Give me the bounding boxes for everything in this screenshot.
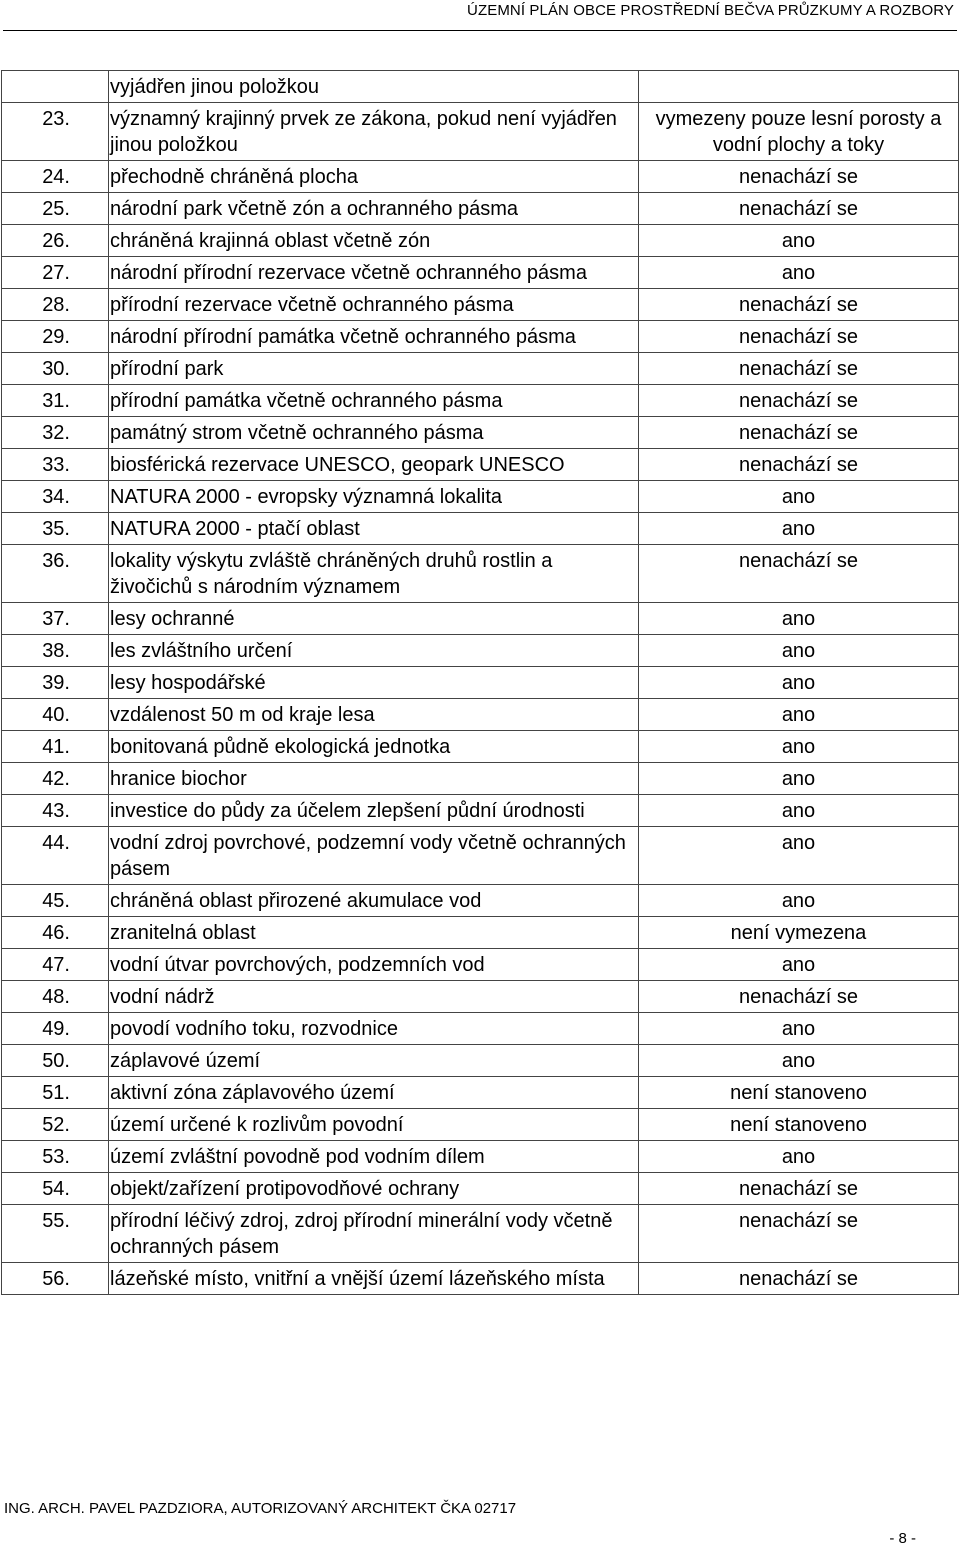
row-number: 32. [2, 417, 109, 449]
table-row [2, 1109, 959, 1141]
row-name: památný strom včetně ochranného pásma [109, 417, 639, 449]
row-value: ano [639, 699, 959, 731]
table-row [2, 731, 959, 763]
row-number: 28. [2, 289, 109, 321]
row-value: ano [639, 885, 959, 917]
table-row [2, 667, 959, 699]
row-number: 29. [2, 321, 109, 353]
row-name: bonitovaná půdně ekologická jednotka [109, 731, 639, 763]
row-number [2, 71, 109, 103]
row-number: 51. [2, 1077, 109, 1109]
row-name: vodní útvar povrchových, podzemních vod [109, 949, 639, 981]
row-value: ano [639, 827, 959, 885]
row-number: 35. [2, 513, 109, 545]
row-value: není stanoveno [639, 1077, 959, 1109]
table-row [2, 635, 959, 667]
row-value: nenachází se [639, 385, 959, 417]
row-name: NATURA 2000 - ptačí oblast [109, 513, 639, 545]
row-number: 56. [2, 1263, 109, 1295]
row-value: nenachází se [639, 981, 959, 1013]
table-row [2, 1205, 959, 1263]
header-divider [3, 30, 957, 31]
table-row [2, 417, 959, 449]
row-value: není vymezena [639, 917, 959, 949]
row-value: nenachází se [639, 545, 959, 603]
row-name: významný krajinný prvek ze zákona, pokud není vyjádřen jinou položkou [109, 103, 639, 161]
table-row [2, 1173, 959, 1205]
row-value: ano [639, 513, 959, 545]
row-number: 46. [2, 917, 109, 949]
row-name: aktivní zóna záplavového území [109, 1077, 639, 1109]
row-number: 38. [2, 635, 109, 667]
row-number: 45. [2, 885, 109, 917]
row-name: přírodní park [109, 353, 639, 385]
row-value: ano [639, 795, 959, 827]
row-name: chráněná krajinná oblast včetně zón [109, 225, 639, 257]
row-number: 42. [2, 763, 109, 795]
row-name: chráněná oblast přirozené akumulace vod [109, 885, 639, 917]
table-row [2, 603, 959, 635]
row-name: objekt/zařízení protipovodňové ochrany [109, 1173, 639, 1205]
table-row [2, 103, 959, 161]
row-name: vodní zdroj povrchové, podzemní vody včetně ochranných pásem [109, 827, 639, 885]
row-number: 48. [2, 981, 109, 1013]
row-number: 26. [2, 225, 109, 257]
row-value: ano [639, 225, 959, 257]
row-number: 39. [2, 667, 109, 699]
table-row [2, 257, 959, 289]
table-row [2, 193, 959, 225]
table-row [2, 981, 959, 1013]
row-name: vzdálenost 50 m od kraje lesa [109, 699, 639, 731]
table-row [2, 161, 959, 193]
row-value [639, 71, 959, 103]
row-name: území zvláštní povodně pod vodním dílem [109, 1141, 639, 1173]
row-value: ano [639, 731, 959, 763]
row-number: 40. [2, 699, 109, 731]
row-value: nenachází se [639, 289, 959, 321]
footer-author: ING. ARCH. PAVEL PAZDZIORA, AUTORIZOVANÝ ARCHITEKT ČKA 02717 [4, 1500, 517, 1517]
row-value: nenachází se [639, 193, 959, 225]
table-row [2, 289, 959, 321]
row-name: lázeňské místo, vnitřní a vnější území lázeňského místa [109, 1263, 639, 1295]
row-value: nenachází se [639, 1173, 959, 1205]
document-header: ÚZEMNÍ PLÁN OBCE PROSTŘEDNÍ BEČVA PRŮZKUMY A ROZBORY [467, 2, 954, 19]
row-name: vodní nádrž [109, 981, 639, 1013]
row-number: 31. [2, 385, 109, 417]
row-number: 37. [2, 603, 109, 635]
row-value: ano [639, 949, 959, 981]
row-number: 43. [2, 795, 109, 827]
table-row [2, 917, 959, 949]
row-name: povodí vodního toku, rozvodnice [109, 1013, 639, 1045]
row-number: 34. [2, 481, 109, 513]
row-number: 30. [2, 353, 109, 385]
row-value: není stanoveno [639, 1109, 959, 1141]
row-name: národní přírodní rezervace včetně ochranného pásma [109, 257, 639, 289]
row-name: les zvláštního určení [109, 635, 639, 667]
row-name: investice do půdy za účelem zlepšení půdní úrodnosti [109, 795, 639, 827]
row-value: ano [639, 603, 959, 635]
row-name: NATURA 2000 - evropsky významná lokalita [109, 481, 639, 513]
table-row [2, 827, 959, 885]
table-row [2, 71, 959, 103]
table-row [2, 949, 959, 981]
table-row [2, 1013, 959, 1045]
table-row [2, 885, 959, 917]
row-number: 36. [2, 545, 109, 603]
row-number: 52. [2, 1109, 109, 1141]
table-row [2, 545, 959, 603]
row-name: hranice biochor [109, 763, 639, 795]
row-number: 50. [2, 1045, 109, 1077]
row-value: ano [639, 481, 959, 513]
row-number: 41. [2, 731, 109, 763]
row-number: 24. [2, 161, 109, 193]
row-value: ano [639, 1045, 959, 1077]
row-name: lokality výskytu zvláště chráněných druhů rostlin a živočichů s národním významem [109, 545, 639, 603]
row-value: nenachází se [639, 353, 959, 385]
table-row [2, 1141, 959, 1173]
row-value: nenachází se [639, 161, 959, 193]
table-row [2, 763, 959, 795]
row-value: ano [639, 257, 959, 289]
table-row [2, 1263, 959, 1295]
table-row [2, 1045, 959, 1077]
row-name: přechodně chráněná plocha [109, 161, 639, 193]
table-row [2, 225, 959, 257]
row-value: nenachází se [639, 1205, 959, 1263]
row-name: národní přírodní památka včetně ochranného pásma [109, 321, 639, 353]
limits-table [1, 70, 959, 1295]
row-number: 44. [2, 827, 109, 885]
row-name: záplavové území [109, 1045, 639, 1077]
table-row [2, 353, 959, 385]
table-row [2, 321, 959, 353]
row-name: lesy ochranné [109, 603, 639, 635]
row-value: ano [639, 1013, 959, 1045]
row-name: přírodní léčivý zdroj, zdroj přírodní minerální vody včetně ochranných pásem [109, 1205, 639, 1263]
row-name: národní park včetně zón a ochranného pásma [109, 193, 639, 225]
table-row [2, 385, 959, 417]
row-value: ano [639, 667, 959, 699]
row-value: nenachází se [639, 449, 959, 481]
row-number: 49. [2, 1013, 109, 1045]
row-name: zranitelná oblast [109, 917, 639, 949]
row-number: 27. [2, 257, 109, 289]
row-name: biosférická rezervace UNESCO, geopark UNESCO [109, 449, 639, 481]
row-value: ano [639, 763, 959, 795]
row-name: území určené k rozlivům povodní [109, 1109, 639, 1141]
row-number: 23. [2, 103, 109, 161]
row-name: vyjádřen jinou položkou [109, 71, 639, 103]
row-name: přírodní památka včetně ochranného pásma [109, 385, 639, 417]
row-name: lesy hospodářské [109, 667, 639, 699]
table-row [2, 481, 959, 513]
row-name: přírodní rezervace včetně ochranného pásma [109, 289, 639, 321]
row-value: ano [639, 635, 959, 667]
row-value: nenachází se [639, 321, 959, 353]
table-row [2, 699, 959, 731]
table-row [2, 1077, 959, 1109]
table-row [2, 795, 959, 827]
row-value: vymezeny pouze lesní porosty a vodní plochy a toky [639, 103, 959, 161]
row-number: 33. [2, 449, 109, 481]
row-value: ano [639, 1141, 959, 1173]
row-number: 54. [2, 1173, 109, 1205]
row-number: 25. [2, 193, 109, 225]
row-number: 55. [2, 1205, 109, 1263]
table-row [2, 449, 959, 481]
table-row [2, 513, 959, 545]
row-value: nenachází se [639, 417, 959, 449]
page-number: - 8 - [889, 1530, 916, 1547]
row-value: nenachází se [639, 1263, 959, 1295]
row-number: 47. [2, 949, 109, 981]
row-number: 53. [2, 1141, 109, 1173]
